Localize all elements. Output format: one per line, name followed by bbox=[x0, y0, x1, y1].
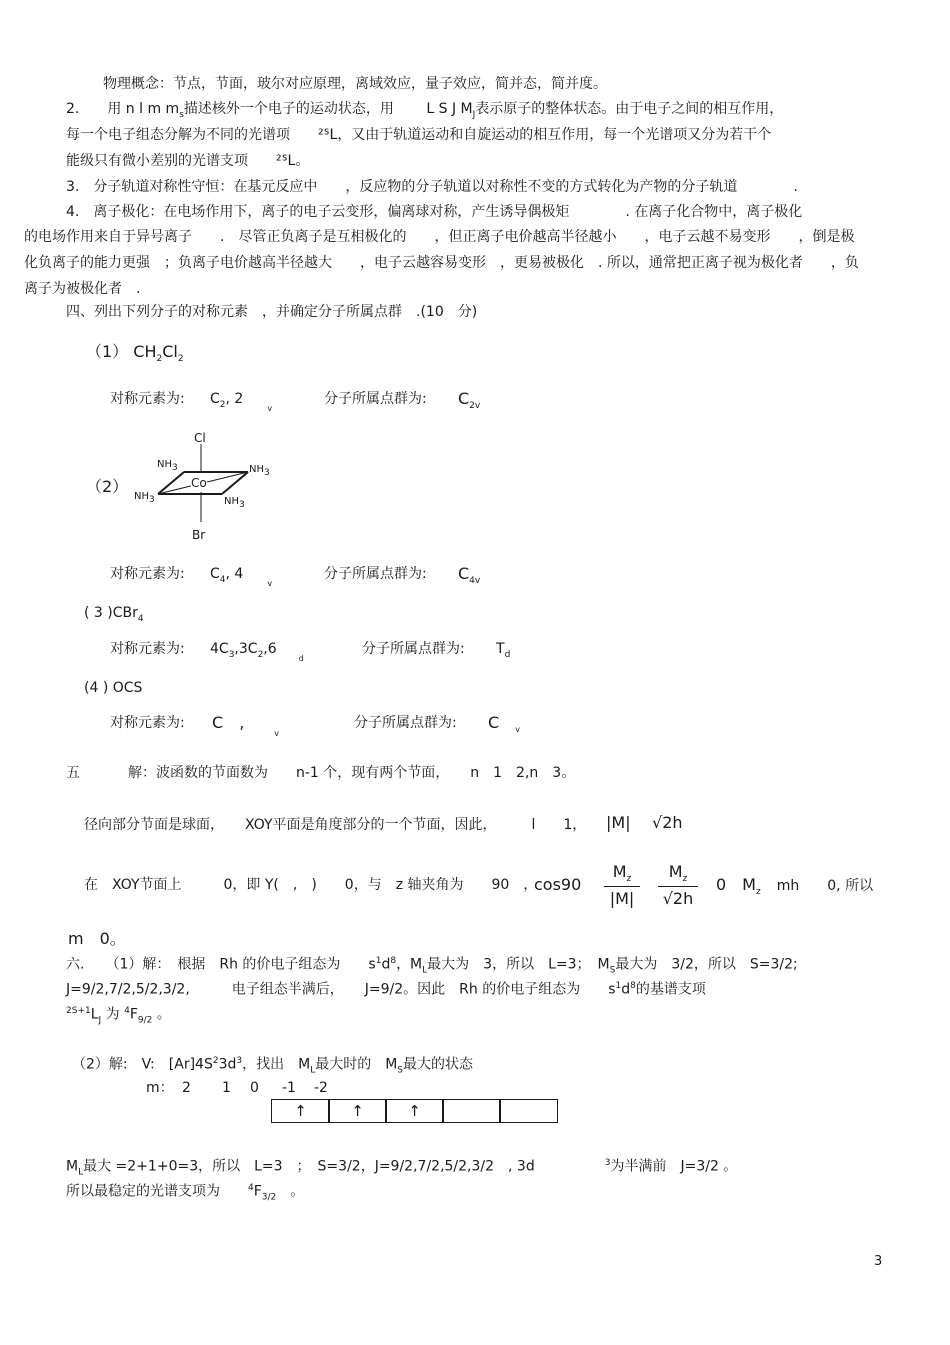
text: 0 M bbox=[716, 875, 756, 894]
fraction-bar bbox=[604, 886, 640, 887]
sup: 1 bbox=[615, 981, 622, 991]
s6-part-2 bbox=[72, 1052, 473, 1079]
q2-cl: Cl bbox=[194, 431, 206, 445]
q3-pg bbox=[496, 640, 510, 664]
sub: 3/2 bbox=[261, 1192, 277, 1203]
s6-line-4 bbox=[66, 1154, 737, 1181]
text: d bbox=[621, 981, 631, 998]
text: NH bbox=[224, 496, 239, 507]
text: 。 bbox=[152, 1006, 171, 1023]
s6-line-2 bbox=[66, 977, 706, 999]
s5-abs-m: |M| bbox=[606, 813, 631, 832]
text: ,6 bbox=[263, 641, 277, 657]
text: 最大时的 M bbox=[315, 1056, 398, 1073]
sub: v bbox=[267, 579, 273, 588]
term-symbol: ²ᔆL bbox=[318, 127, 338, 143]
sub: s bbox=[179, 109, 184, 120]
denominator: |M| bbox=[609, 889, 635, 909]
sub: v bbox=[267, 404, 273, 413]
q2-nh3-top-right bbox=[249, 464, 270, 478]
q2-nh3-bottom-right bbox=[224, 496, 245, 510]
sub: 3 bbox=[239, 500, 245, 510]
fraction-2 bbox=[658, 862, 698, 908]
m-value: -1 bbox=[282, 1080, 296, 1096]
sub: v bbox=[515, 725, 520, 734]
item-4-line-1: 4. 离子极化：在电场作用下，离子的电子云变形，偏离球对称，产生诱导偶极矩 . 在离子化合物中，离子极化 bbox=[66, 204, 803, 220]
numerator bbox=[658, 862, 698, 884]
sub: z bbox=[626, 874, 632, 885]
q2-sym bbox=[210, 565, 273, 589]
sub: S bbox=[609, 965, 616, 976]
text: CH bbox=[133, 342, 157, 361]
s5-line-2: 径向部分节面是球面， XOY平面是角度部分的一个节面，因此， l 1， bbox=[84, 817, 587, 833]
text: C bbox=[212, 713, 224, 732]
text: 每一个电子组态分解为不同的光谱项 bbox=[66, 127, 318, 143]
sub: 2 bbox=[177, 354, 184, 365]
text: 最大为 3/2，所以 S=3/2; bbox=[615, 956, 798, 973]
item-2-line-1 bbox=[66, 100, 783, 124]
sub: L bbox=[310, 1065, 316, 1076]
sup: 3 bbox=[236, 1056, 243, 1066]
item-4-line-2: 的电场作用来自于异号离子 . 尽管正负离子是互相极化的 ，但正离子电价越高半径越小 ，电子云越不易变形 ，倒是极 bbox=[24, 229, 855, 245]
q2-label: （2） bbox=[86, 477, 129, 496]
sub: d bbox=[504, 649, 511, 660]
text: 2. 用 n l m m bbox=[66, 101, 180, 117]
q1-pg bbox=[458, 390, 480, 415]
text: , 4 bbox=[225, 566, 244, 582]
q1-sym bbox=[210, 390, 273, 414]
text: L bbox=[90, 1006, 99, 1023]
q4-sym-label: 对称元素为: bbox=[110, 715, 185, 731]
text: Cl bbox=[162, 342, 178, 361]
orbital-box: ↑ bbox=[385, 1099, 444, 1123]
text: NH bbox=[249, 464, 264, 475]
text: J=9/2,7/2,5/2,3/2, 电子组态半满后， J=9/2。因此 Rh 的价电子组态为 s bbox=[66, 981, 616, 998]
s6-line-3 bbox=[66, 1002, 171, 1029]
q3-sym-label: 对称元素为: bbox=[110, 641, 185, 657]
text: ，找出 M bbox=[242, 1056, 311, 1073]
s5-line-4: m 0。 bbox=[68, 929, 126, 948]
text: M bbox=[612, 862, 627, 881]
text: F bbox=[129, 1006, 138, 1023]
text: mh 0, 所以 bbox=[776, 878, 874, 894]
text: 。 bbox=[276, 1183, 305, 1200]
text: C bbox=[210, 391, 220, 407]
s5-cos90: cos90 bbox=[534, 875, 582, 894]
text: （2）解: V: [Ar]4S bbox=[72, 1056, 213, 1073]
sup: 3 bbox=[604, 1158, 611, 1168]
q4-sym bbox=[212, 713, 280, 738]
text: , 2 bbox=[225, 391, 244, 407]
sub: 4v bbox=[469, 576, 481, 587]
text: ，M bbox=[396, 956, 423, 973]
s5-line-3-right bbox=[716, 876, 873, 901]
sup: 1 bbox=[375, 956, 382, 966]
text: M bbox=[668, 862, 683, 881]
sup: 4 bbox=[124, 1006, 130, 1016]
text: T bbox=[496, 641, 505, 657]
q2-co: Co bbox=[191, 476, 207, 490]
fraction-1 bbox=[604, 862, 640, 908]
text: ，又由于轨道运动和自旋运动的相互作用，每一个光谱项又分为若干个 bbox=[337, 127, 772, 143]
q1-pg-label: 分子所属点群为: bbox=[324, 391, 427, 407]
sub: 3 bbox=[172, 463, 178, 473]
text: NH bbox=[157, 459, 172, 470]
s5-sqrt2h: √2h bbox=[652, 813, 683, 832]
item-2-line-3 bbox=[66, 152, 309, 170]
q3-molecule bbox=[84, 604, 144, 628]
text: 的基谱支项 bbox=[635, 981, 706, 998]
q4-pg bbox=[488, 714, 520, 735]
sub: z bbox=[756, 887, 761, 898]
label: （1） bbox=[86, 342, 129, 361]
q2-pg-label: 分子所属点群为: bbox=[324, 566, 427, 582]
q4-molecule: (4 ) OCS bbox=[84, 680, 143, 696]
q2-br: Br bbox=[192, 528, 206, 542]
m-value: 0 bbox=[250, 1080, 259, 1096]
s5-line-1: 解：波函数的节面数为 n-1 个，现有两个节面， n 1 2,n 3。 bbox=[128, 765, 576, 781]
text: 。 bbox=[295, 153, 310, 169]
sup: 8 bbox=[630, 981, 636, 991]
q4-pg-label: 分子所属点群为: bbox=[354, 715, 457, 731]
text: C bbox=[210, 566, 220, 582]
denominator: √2h bbox=[662, 889, 694, 909]
sub: S bbox=[397, 1065, 404, 1076]
sub: 4 bbox=[137, 613, 144, 624]
orbital-box: ↑ bbox=[328, 1099, 387, 1123]
text: 描述核外一个电子的运动状态，用 L S J M bbox=[183, 101, 473, 117]
item-4-line-4: 离子为被极化者 . bbox=[24, 281, 141, 297]
sub: 2v bbox=[469, 401, 481, 412]
sub: z bbox=[682, 874, 688, 885]
text: ( 3 )CBr bbox=[84, 605, 138, 621]
text: F bbox=[253, 1183, 262, 1200]
sub: 3 bbox=[149, 495, 155, 505]
text: C bbox=[458, 389, 470, 408]
text: C bbox=[458, 564, 470, 583]
sub: v bbox=[274, 729, 280, 738]
sub: 3 bbox=[264, 468, 270, 478]
m-value: 2 bbox=[182, 1080, 191, 1096]
sub: 4 bbox=[219, 574, 226, 585]
s6-line-1 bbox=[66, 952, 798, 979]
text: ,3C bbox=[234, 641, 258, 657]
sup: 8 bbox=[390, 956, 397, 966]
numerator bbox=[604, 862, 640, 884]
sub: J bbox=[98, 1015, 102, 1026]
sup: 4 bbox=[248, 1183, 254, 1193]
orbital-box bbox=[442, 1099, 501, 1123]
sub: L bbox=[78, 1167, 84, 1178]
q3-pg-label: 分子所属点群为: bbox=[362, 641, 465, 657]
text: 所以最稳定的光谱支项为 bbox=[66, 1183, 248, 1200]
text: 4C bbox=[210, 641, 229, 657]
m-value: -2 bbox=[314, 1080, 328, 1096]
s5-line-3: 在 XOY节面上 0，即 Y( , ) 0，与 z 轴夹角为 90 ， bbox=[84, 877, 538, 893]
text: 能级只有微小差别的光谱支项 bbox=[66, 153, 276, 169]
sup: 2S+1 bbox=[66, 1006, 91, 1016]
q2-nh3-bottom-left bbox=[134, 491, 155, 505]
orbital-box bbox=[499, 1099, 558, 1123]
co-complex-structure bbox=[130, 428, 290, 548]
text: 最大 =2+1+0=3，所以 L=3 ； S=3/2，J=9/2,7/2,5/2,3/2 , 3d bbox=[83, 1158, 535, 1175]
term-symbol: ²ᔆL bbox=[276, 153, 296, 169]
text: 为 bbox=[101, 1006, 125, 1023]
sub: 9/2 bbox=[137, 1015, 153, 1026]
q2-pg bbox=[458, 565, 480, 590]
text: 表示原子的整体状态。由于电子之间的相互作用， bbox=[475, 101, 784, 117]
text: 为半满前 J=3/2 。 bbox=[610, 1158, 738, 1175]
m-value: 1 bbox=[222, 1080, 231, 1096]
text: 六. （1）解： 根据 Rh 的价电子组态为 s bbox=[66, 956, 376, 973]
text: 3d bbox=[218, 1056, 237, 1073]
item-4-line-3: 化负离子的能力更强 ；负离子电价越高半径越大 ，电子云越容易变形 ，更易被极化 . 所以，通常把正离子视为极化者 ，负 bbox=[24, 255, 859, 271]
q2-sym-label: 对称元素为: bbox=[110, 566, 185, 582]
item-2-line-2 bbox=[66, 126, 771, 144]
sub: 3 bbox=[228, 649, 235, 660]
sub: 2 bbox=[257, 649, 264, 660]
text: M bbox=[66, 1158, 79, 1175]
sub: d bbox=[298, 654, 304, 663]
q3-sym bbox=[210, 640, 304, 664]
item-3-line: 3. 分子轨道对称性守恒：在基元反应中 ，反应物的分子轨道以对称性不变的方式转化为产物的分子轨道 . bbox=[66, 179, 798, 195]
text: 最大为 3，所以 L=3； M bbox=[427, 956, 610, 973]
section-5-head: 五 bbox=[66, 765, 80, 781]
q2-nh3-top-left bbox=[157, 459, 178, 473]
sub: J bbox=[472, 109, 476, 120]
sub: 2 bbox=[156, 354, 163, 365]
text: NH bbox=[134, 491, 149, 502]
sub: L bbox=[422, 965, 428, 976]
text: , bbox=[239, 713, 245, 732]
q1-sym-label: 对称元素为: bbox=[110, 391, 185, 407]
section-4-title: 四、列出下列分子的对称元素 ，并确定分子所属点群 .(10 分) bbox=[66, 304, 478, 320]
text: 最大的状态 bbox=[403, 1056, 474, 1073]
orbital-box: ↑ bbox=[271, 1099, 330, 1123]
fraction-bar bbox=[658, 886, 698, 887]
s6-line-5 bbox=[66, 1179, 304, 1206]
m-label: m： bbox=[146, 1080, 174, 1096]
q1-molecule bbox=[86, 343, 184, 368]
sub: 2 bbox=[219, 399, 226, 410]
text: d bbox=[381, 956, 391, 973]
sup: 2 bbox=[212, 1056, 219, 1066]
text: C bbox=[488, 713, 500, 732]
concept-line: 物理概念：节点，节面，玻尔对应原理，离域效应，量子效应，简并态，简并度。 bbox=[103, 76, 607, 92]
page-number: 3 bbox=[874, 1254, 883, 1269]
